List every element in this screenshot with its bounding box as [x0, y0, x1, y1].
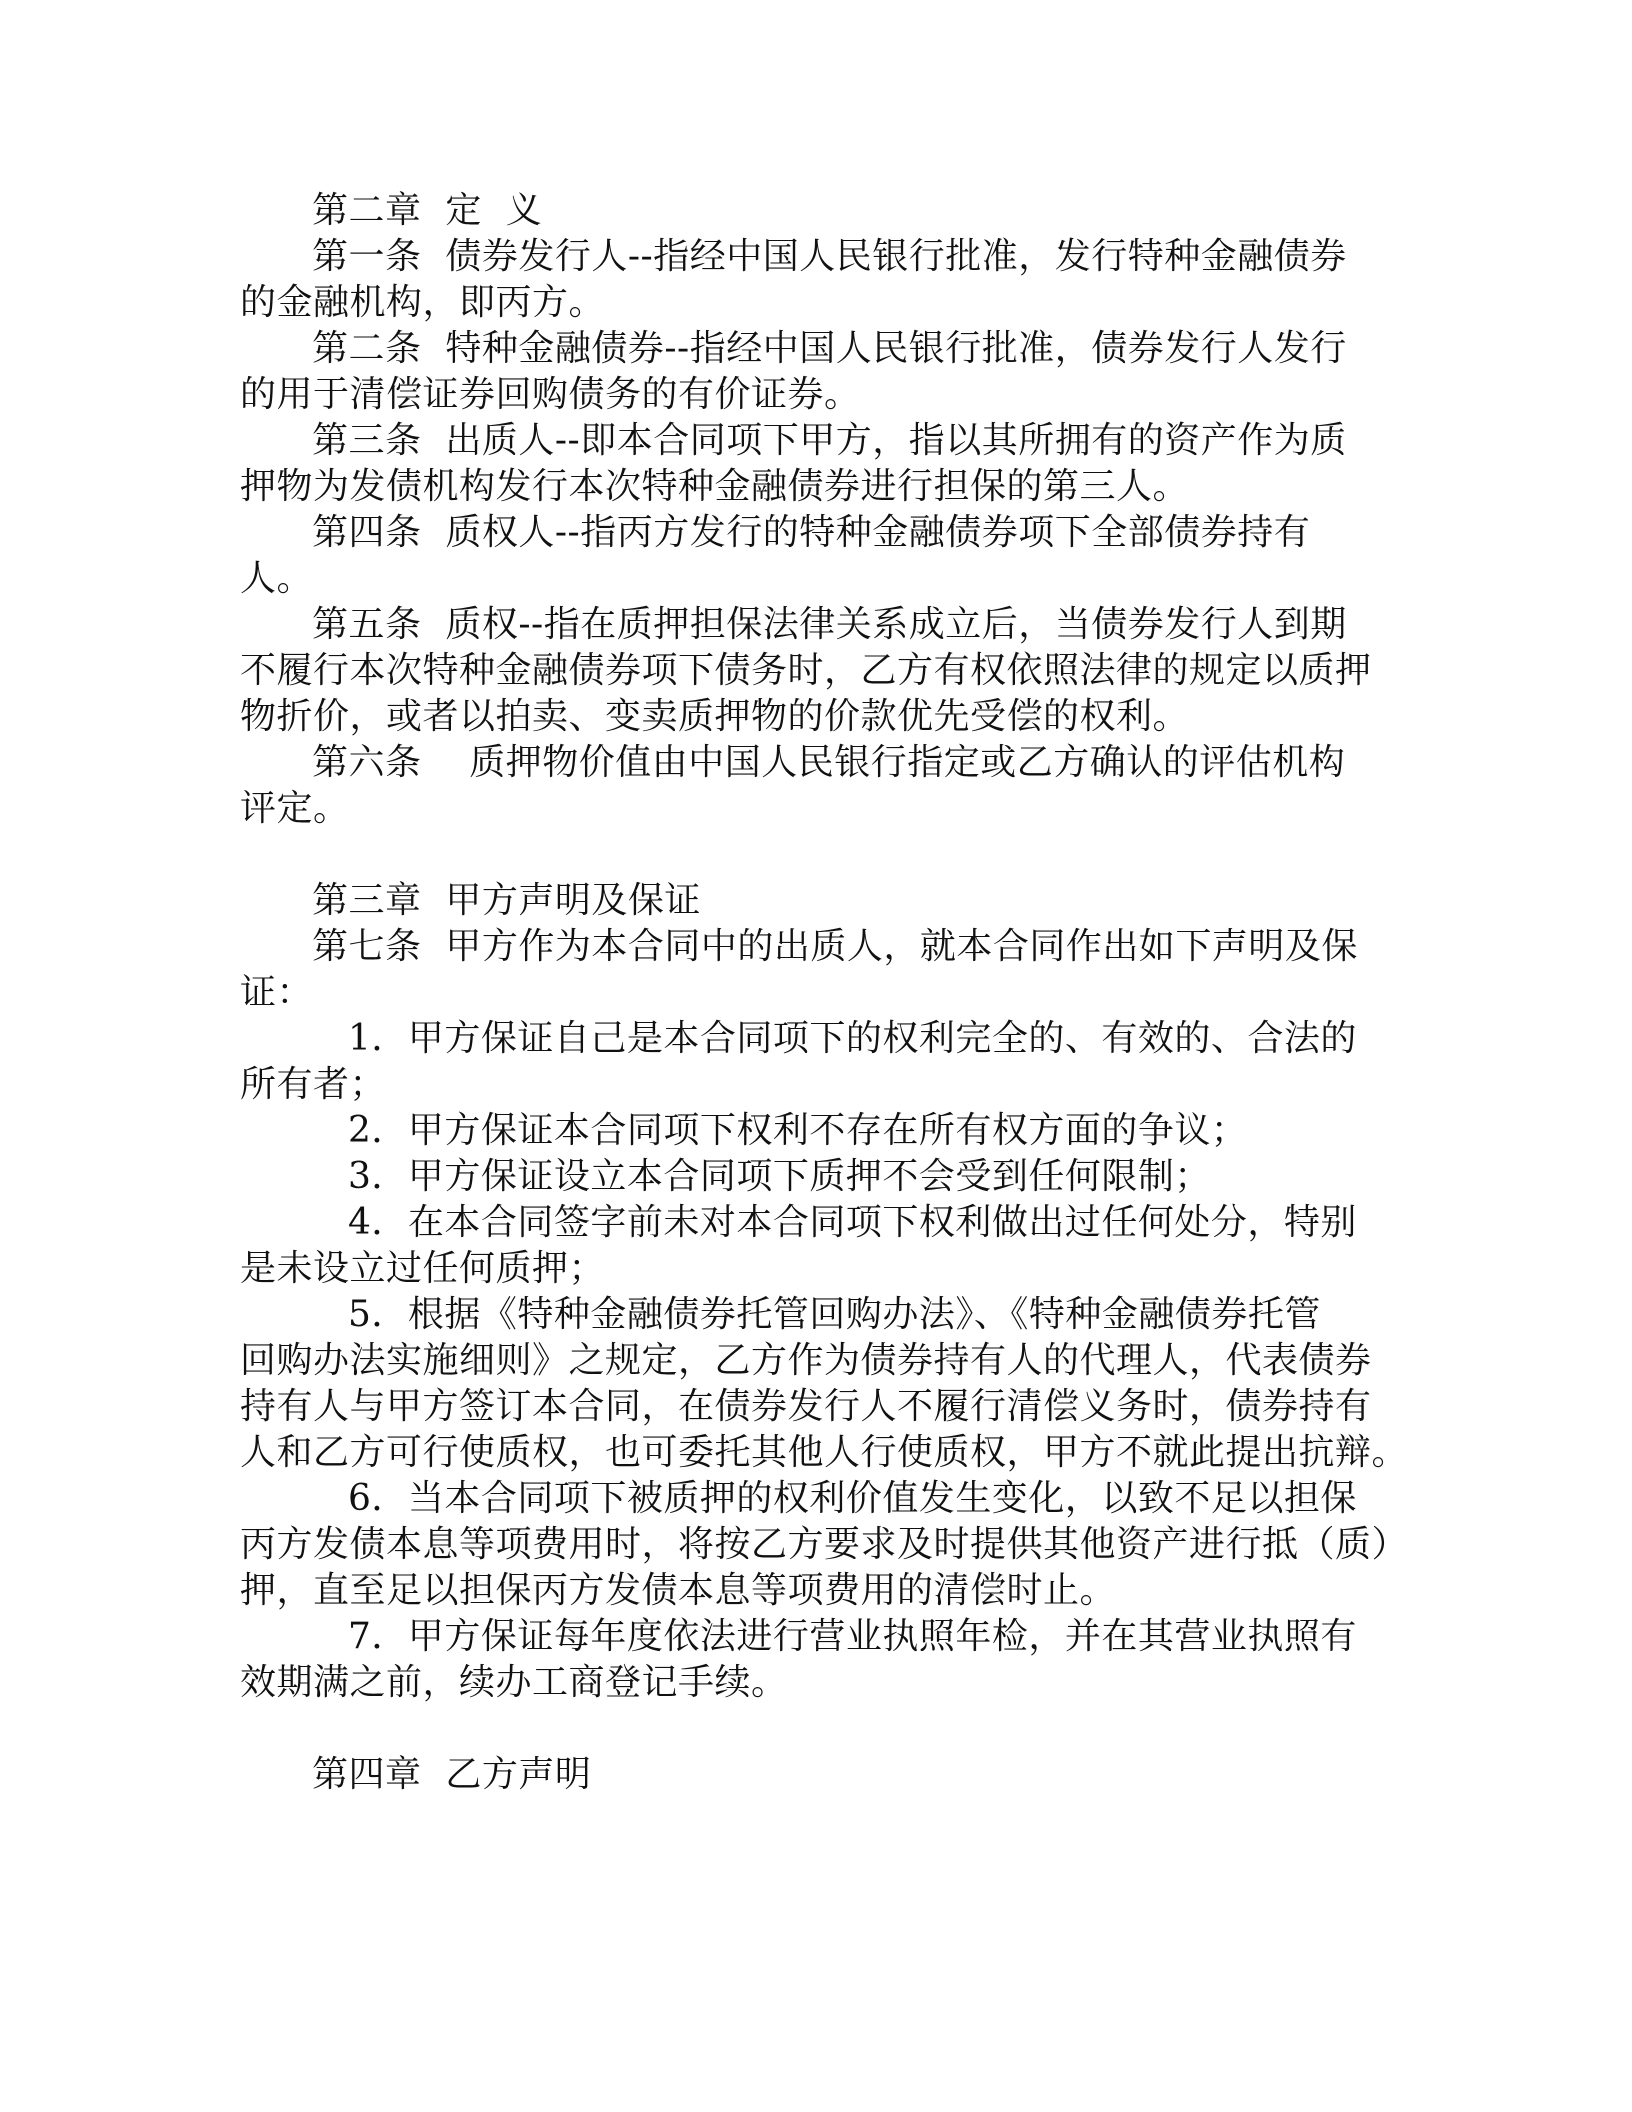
list-item-6-line-3: 押，直至足以担保丙方发债本息等项费用的清偿时止。 — [240, 1570, 1117, 1611]
article-3 — [240, 418, 1390, 510]
article-1-line-1: 第一条 债券发行人--指经中国人民银行批准，发行特种金融债券 — [312, 236, 1347, 277]
list-item-4-line-2: 是未设立过任何质押； — [240, 1248, 606, 1289]
list-item-5-line-4: 人和乙方可行使质权，也可委托其他人行使质权，甲方不就此提出抗辩。 — [240, 1432, 1409, 1473]
article-7-line-2: 证： — [240, 972, 314, 1013]
list-item-4-line-1: 4．在本合同签字前未对本合同项下权利做出过任何处分，特别 — [348, 1202, 1357, 1243]
list-item-5-line-2: 回购办法实施细则》之规定，乙方作为债券持有人的代理人，代表债券 — [240, 1340, 1372, 1381]
article-4 — [240, 510, 1390, 602]
list-item-7 — [240, 1614, 1390, 1706]
article-6 — [240, 740, 1390, 832]
list-item-2-line-1: 2．甲方保证本合同项下权利不存在所有权方面的争议； — [348, 1110, 1248, 1151]
article-4-line-1: 第四条 质权人--指丙方发行的特种金融债券项下全部债券持有 — [312, 512, 1311, 553]
article-6-line-2: 评定。 — [240, 788, 350, 829]
list-item-7-line-1: 7．甲方保证每年度依法进行营业执照年检，并在其营业执照有 — [348, 1616, 1357, 1657]
article-2-line-1: 第二条 特种金融债券--指经中国人民银行批准，债券发行人发行 — [312, 328, 1347, 369]
list-item-3-line-1: 3．甲方保证设立本合同项下质押不会受到任何限制； — [348, 1156, 1211, 1197]
list-item-6-line-2: 丙方发债本息等项费用时，将按乙方要求及时提供其他资产进行抵（质） — [240, 1524, 1409, 1565]
article-3-line-1: 第三条 出质人--即本合同项下甲方，指以其所拥有的资产作为质 — [312, 420, 1347, 461]
article-2-line-2: 的用于清偿证券回购债务的有价证券。 — [240, 374, 861, 415]
article-5-line-3: 物折价，或者以拍卖、变卖质押物的价款优先受偿的权利。 — [240, 696, 1190, 737]
article-7-line-1: 第七条 甲方作为本合同中的出质人，就本合同作出如下声明及保 — [312, 926, 1358, 967]
article-4-line-2: 人。 — [240, 558, 314, 599]
article-3-line-2: 押物为发债机构发行本次特种金融债券进行担保的第三人。 — [240, 466, 1190, 507]
article-2 — [240, 326, 1390, 418]
article-1 — [240, 234, 1390, 326]
list-item-5-line-3: 持有人与甲方签订本合同，在债券发行人不履行清偿义务时，债券持有 — [240, 1386, 1372, 1427]
chapter-3-heading: 第三章 甲方声明及保证 — [312, 880, 701, 921]
list-item-2 — [240, 1108, 1390, 1154]
blank-line — [240, 1706, 1390, 1752]
list-item-5 — [240, 1292, 1409, 1476]
list-item-5-line-1: 5．根据《特种金融债券托管回购办法》、《特种金融债券托管 — [348, 1294, 1321, 1335]
list-item-6-line-1: 6．当本合同项下被质押的权利价值发生变化，以致不足以担保 — [348, 1478, 1357, 1519]
list-item-3 — [240, 1154, 1390, 1200]
list-item-1-line-2: 所有者； — [240, 1064, 387, 1105]
list-item-7-line-2: 效期满之前，续办工商登记手续。 — [240, 1662, 788, 1703]
list-item-6 — [240, 1476, 1409, 1614]
document-page — [240, 188, 1409, 1798]
article-1-line-2: 的金融机构，即丙方。 — [240, 282, 606, 323]
article-5 — [240, 602, 1390, 740]
chapter-4-heading: 第四章 乙方声明 — [312, 1754, 592, 1795]
list-item-1 — [240, 1016, 1390, 1108]
list-item-4 — [240, 1200, 1390, 1292]
article-5-line-1: 第五条 质权--指在质押担保法律关系成立后，当债券发行人到期 — [312, 604, 1347, 645]
list-item-1-line-1: 1．甲方保证自己是本合同项下的权利完全的、有效的、合法的 — [348, 1018, 1357, 1059]
article-7 — [240, 924, 1390, 1016]
article-5-line-2: 不履行本次特种金融债券项下债务时，乙方有权依照法律的规定以质押 — [240, 650, 1372, 691]
chapter-2-heading: 第二章 定 义 — [312, 190, 543, 231]
article-6-line-1: 第六条 质押物价值由中国人民银行指定或乙方确认的评估机构 — [312, 742, 1346, 783]
blank-line — [240, 832, 1390, 878]
